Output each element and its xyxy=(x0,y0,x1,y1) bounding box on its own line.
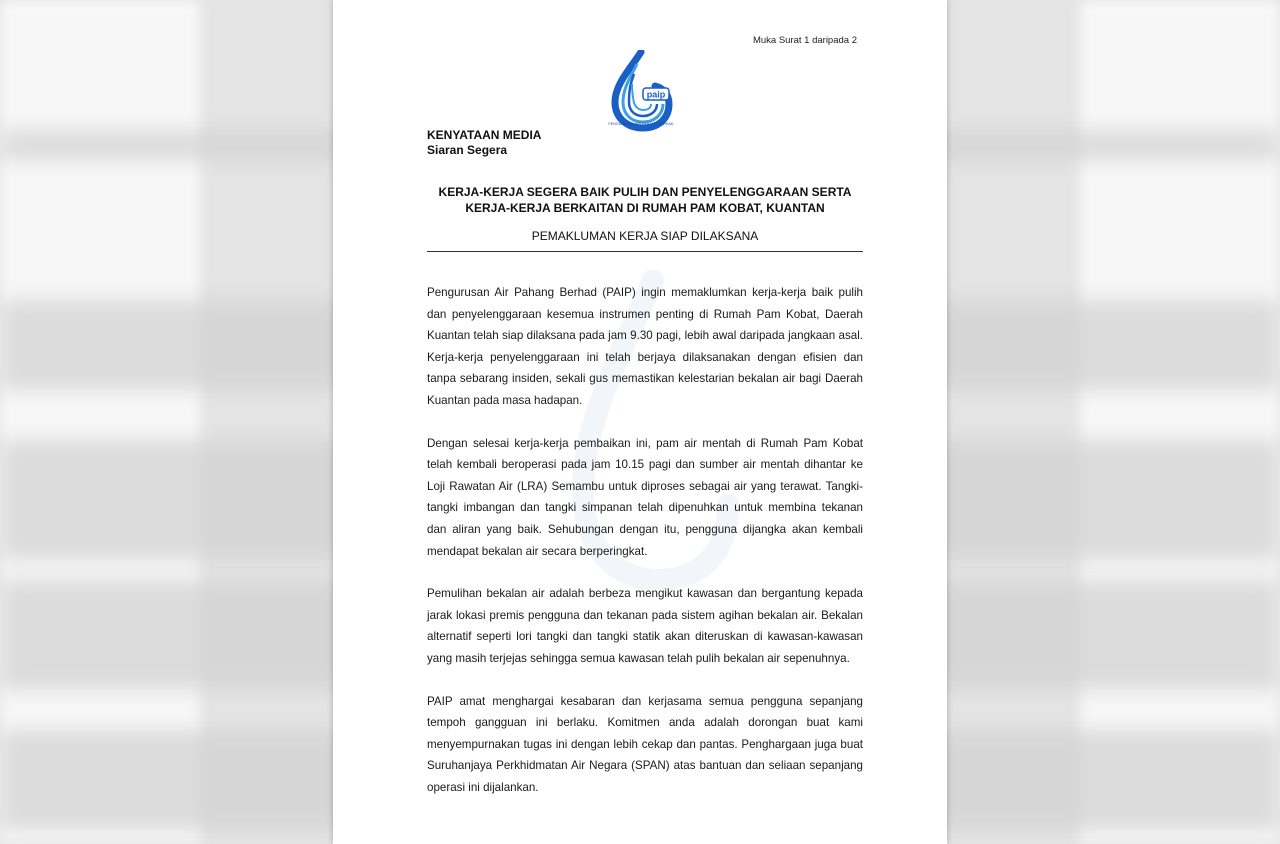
paragraph: Dengan selesai kerja-kerja pembaikan ini, pam air mentah di Rumah Pam Kobat telah kembali beroperasi pada jam 10.15 pagi dan sumber air mentah dihantar ke Loji Rawatan Air (LRA) Semambu untuk diproses sebagai air yang terawat. Tangki-tangki imbangan dan tangki simpanan telah dipenuhkan untuk membina tekanan dan aliran yang baik. Sehubungan dengan itu, pengguna dijangka akan kembali mendapat bekalan air secara berperingkat. xyxy=(427,436,863,558)
press-release-page xyxy=(333,0,947,844)
paragraph: Pengurusan Air Pahang Berhad (PAIP) ingin memaklumkan kerja-kerja baik pulih dan penyelenggaraan kesemua instrumen penting di Rumah Pam Kobat, Daerah Kuantan telah siap dilaksana pada jam 9.30 pagi, lebih awal daripada jangkaan asal. Kerja-kerja penyelenggaraan ini telah berjaya dilaksanakan dengan efisien dan tanpa sebarang insiden, sekali gus memastikan kelestarian bekalan air bagi Daerah Kuantan pada masa hadapan. xyxy=(427,286,863,407)
divider xyxy=(427,251,863,252)
headline xyxy=(427,184,863,216)
paragraph: PAIP amat menghargai kesabaran dan kerjasama semua pengguna sepanjang tempoh gangguan ini berlaku. Komitmen anda adalah dorongan buat kami menyempurnakan tugas ini dengan lebih cekap dan pantas. Penghargaan juga buat Suruhanjaya Perkhidmatan Air Negara (SPAN) atas bantuan dan seliaan sepanjang operasi ini dijalankan. xyxy=(427,694,863,794)
headline-line: KERJA-KERJA SEGERA BAIK PULIH DAN PENYELENGGARAAN SERTA xyxy=(438,185,852,199)
logo-text: paip xyxy=(646,89,666,100)
paip-logo-icon xyxy=(603,50,679,132)
blur-right-edge xyxy=(1080,0,1280,844)
statement-type: KENYATAAN MEDIA xyxy=(427,128,542,142)
statement-release: Siaran Segera xyxy=(427,143,508,157)
paragraph: Pemulihan bekalan air adalah berbeza mengikut kawasan dan bergantung kepada jarak lokasi premis pengguna dan tekanan pada sistem agihan bekalan air. Bekalan alternatif seperti lori tangki dan tangki statik akan diteruskan di kawasan-kawasan yang masih terjejas sehingga semua kawasan telah pulih bekalan air sepenuhnya. xyxy=(427,587,863,665)
headline-line: KERJA-KERJA BERKAITAN DI RUMAH PAM KOBAT, KUANTAN xyxy=(465,201,825,215)
subheading: PEMAKLUMAN KERJA SIAP DILAKSANA xyxy=(531,229,759,243)
page-number: Muka Surat 1 daripada 2 xyxy=(752,35,857,46)
statement-header xyxy=(427,128,541,158)
blur-left-edge xyxy=(0,0,200,844)
body-text xyxy=(427,282,863,819)
logo-caption: PENGURUSAN AIR PAHANG BERHAD xyxy=(608,122,674,126)
